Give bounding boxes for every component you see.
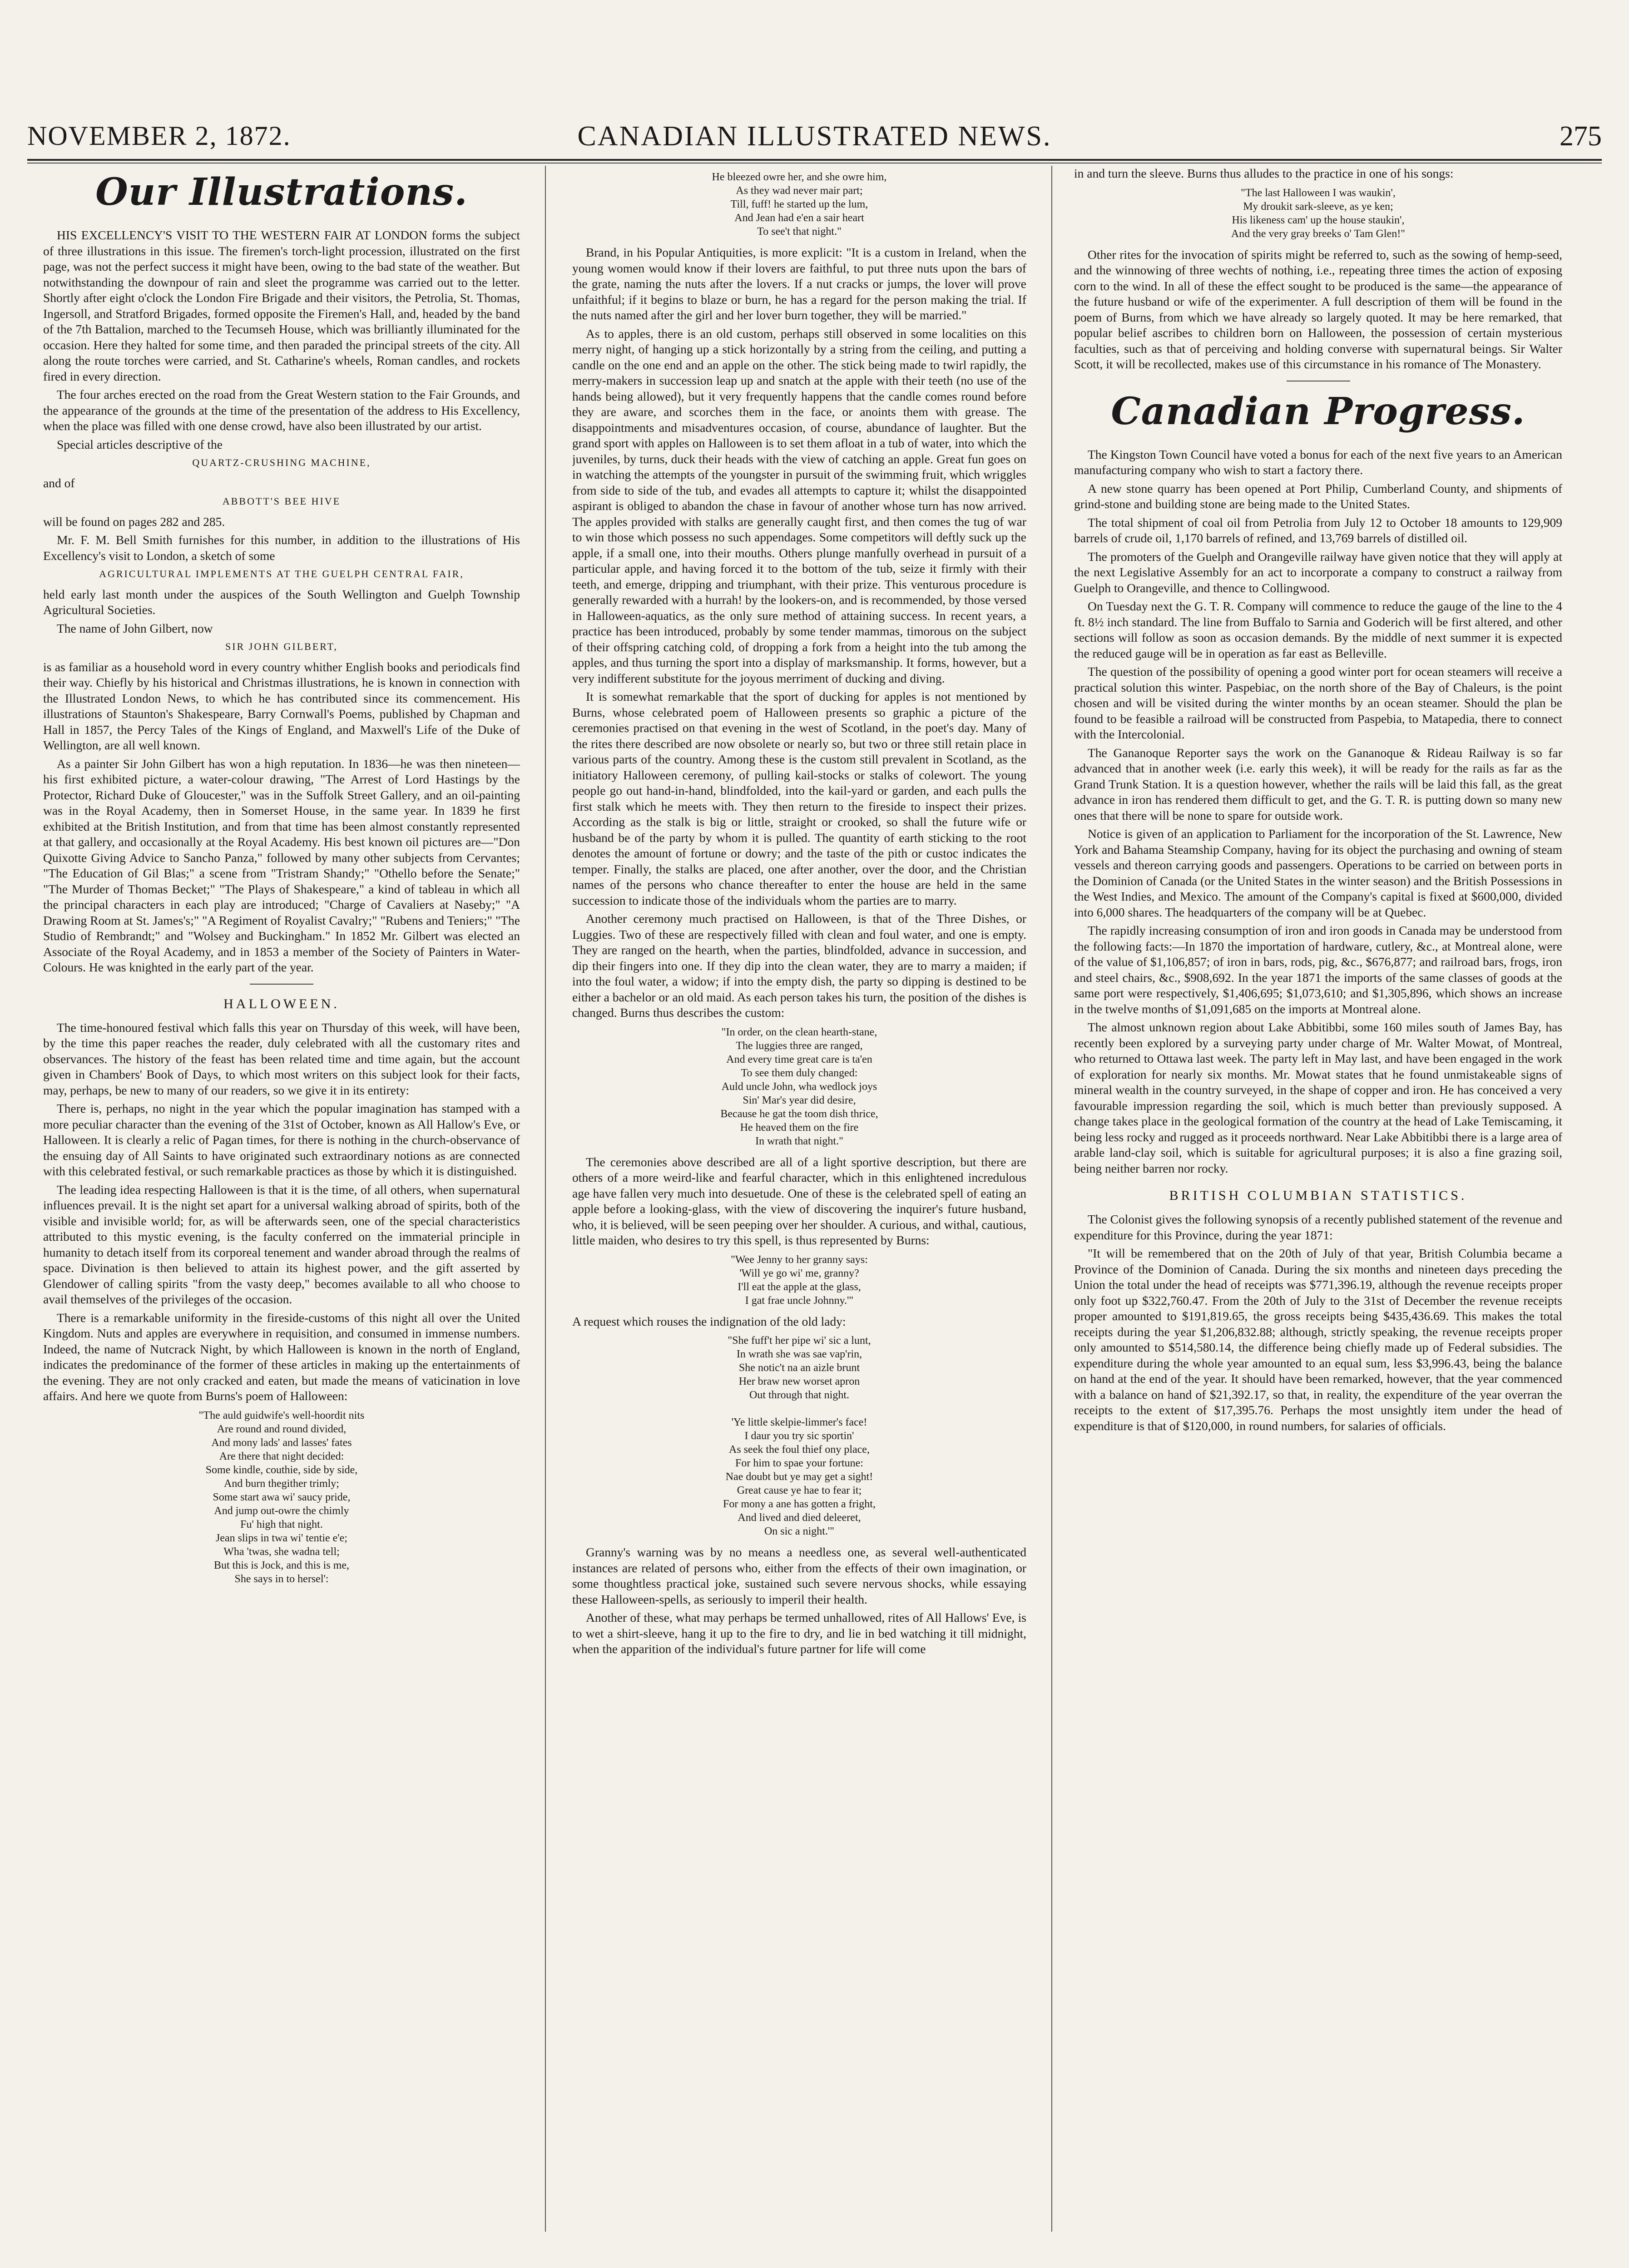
verse-line: Are there that night decided:: [219, 1450, 344, 1462]
verse-line: She notic't na an aizle brunt: [738, 1362, 860, 1374]
paragraph: Notice is given of an application to Parliament for the incorporation of the St. Lawrence, New York and Bahama Steamship Company, having for its object the purchasing and owning of steam vessels and thereon carrying goods and passengers. Operations to be carried on between ports in the Dominion of Canada (or the United States in the winter season) and the British Possessions in the West Indies, and Mexico. The amount of the Company's capital is fixed at $600,000, divided into 6,000 shares. The headquarters of the company will be at Quebec.: [1074, 827, 1562, 919]
paragraph: is as familiar as a household word in every country whither English books and periodicals find their way. Chiefly by his historical and Christmas illustrations, he is known in connection with the Illustrated London News, to which he has contributed since its commencement. His illustrations of Staunton's Shakespeare, Barry Cornwall's Poems, published by Chapman and Hall in 1857, the Percy Tales of the Kings of England, and Maxwell's Life of the Duke of Wellington, are all well known.: [43, 659, 520, 752]
verse-line: As seek the foul thief ony place,: [729, 1444, 870, 1456]
verse-line: He heaved them on the fire: [740, 1121, 859, 1134]
paragraph: The rapidly increasing consumption of iron and iron goods in Canada may be understood from the following facts:—In 1870 the importation of hardware, cutlery, &c., at Montreal alone, were of the value of $1,106,857; of iron in bars, rods, pig, &c., $676,877; and railroad bars, frogs, iron and steel chairs, &c., $908,692. In the year 1871 the imports of the same classes of goods at the same port were respectively, $1,406,695; $1,073,610; and $1,305,896, which shows an increase in the twelve months of $1,091,685 on the imports at Montreal alone.: [1074, 923, 1562, 1016]
paragraph: The Kingston Town Council have voted a bonus for each of the next five years to an American manufacturing company who wish to start a factory there.: [1074, 447, 1562, 477]
verse-line: Nae doubt but ye may get a sight!: [725, 1471, 873, 1483]
verse-line: Jean slips in twa wi' tentie e'e;: [216, 1532, 347, 1544]
verse-line: Till, fuff! he started up the lum,: [730, 198, 868, 210]
column-divider-2: [1051, 166, 1052, 2232]
verse-line: And Jean had e'en a sair heart: [734, 212, 864, 224]
column-2: [572, 166, 1026, 2241]
verse-block: [1074, 186, 1562, 241]
paragraph: HIS EXCELLENCY'S VISIT TO THE WESTERN FAIR AT LONDON forms the subject of three illustrations in this issue. The firemen's torch-light procession, illustrated on the first page, was not the perfect success it might have been, owing to the bad state of the weather. But notwithstanding the downpour of rain and sleet the programme was carried out to the letter. Shortly after eight o'clock the London Fire Brigade and their visitors, the Petrolia, St. Thomas, Ingersoll, and Stratford Brigades, formed opposite the Firemen's Hall, and, headed by the band of the 7th Battalion, marched to the Tecumseh House, which was brilliantly illuminated for the occasion. Here they halted for some time, and then paraded the principal streets of the city. All along the route torches were carried, and St. Catharine's wheels, Roman candles, and rockets fired in every direction.: [43, 228, 520, 383]
verse-line: Some kindle, couthie, side by side,: [205, 1464, 358, 1476]
paragraph: As a painter Sir John Gilbert has won a high reputation. In 1836—he was then nineteen—his first exhibited picture, a water-colour drawing, "The Arrest of Lord Hastings by the Protector, Richard Duke of Gloucester," was in the Suffolk Street Gallery, and an oil-painting was in the Royal Academy, then in Somerset House, in the same year. In 1839 he first exhibited at the British Institution, and from that time has been almost constantly represented at that gallery, and occasionally at the Royal Academy. His best known oil pictures are—"Don Quixotte Giving Advice to Sancho Panza," followed by many other subjects from Cervantes; "The Education of Gil Blas;" a scene from "Tristram Shandy;" "Othello before the Senate;" "The Murder of Thomas Becket;" "The Plays of Shakespeare," a kind of tableau in which all the principal characters in each play are introduced; "Charge of Cavaliers at Naseby;" "A Drawing Room at St. James's;" "A Regiment of Royalist Cavalry;" "Rubens and Teniers;" "The Studio of Rembrandt;" and "Wolsey and Buckingham." In 1852 Mr. Gilbert was elected an Associate of the Royal Academy, and in 1853 a member of the Society of Painters in Water-Colours. He was knighted in the early part of the year.: [43, 756, 520, 974]
verse-line: My droukit sark-sleeve, as ye ken;: [1243, 200, 1393, 213]
paragraph: Brand, in his Popular Antiquities, is more explicit: "It is a custom in Ireland, when the young women would know if their lovers are faithful, to put three nuts upon the bars of the grate, naming the nuts after the lovers. If a nut cracks or jumps, the lover will prove unfaithful; if it begins to blaze or burn, he has a regard for the person making the trial. If the nuts named after the girl and her lover burn together, they will be married.": [572, 245, 1026, 322]
paragraph: The promoters of the Guelph and Orangeville railway have given notice that they will apply at the next Legislative Assembly for an act to incorporate a company to construct a railway from Guelph to Orangeville, and thence to Collingwood.: [1074, 549, 1562, 595]
subheading-british-columbian-statistics: BRITISH COLUMBIAN STATISTICS.: [1169, 1188, 1467, 1203]
verse-line: For mony a ane has gotten a fright,: [723, 1498, 876, 1510]
paragraph: in and turn the sleeve. Burns thus alludes to the practice in one of his songs:: [1074, 166, 1454, 180]
paragraph: There is, perhaps, no night in the year which the popular imagination has stamped with a more peculiar character than the evening of the 31st of October, known as All Hallow's Eve, or Halloween. It is clearly a relic of Pagan times, for there is nothing in the church-observance of the ensuing day of All Saints to have originated such extraordinary notions as are connected with this celebrated festival, or such remarkable practices as those by which it is distinguished.: [43, 1101, 520, 1178]
verse-line: "The last Halloween I was waukin',: [1241, 187, 1396, 199]
verse-line: And the very gray breeks o' Tam Glen!": [1231, 228, 1406, 240]
verse-line: Great cause ye hae to fear it;: [737, 1485, 862, 1496]
verse-line: For him to spae your fortune:: [735, 1457, 863, 1469]
caption-title: QUARTZ-CRUSHING MACHINE,: [192, 457, 371, 468]
verse-line: I gat frae uncle Johnny.'": [745, 1294, 854, 1307]
paragraph: The Gananoque Reporter says the work on the Gananoque & Rideau Railway is so far advanced that in another week (i.e. early this week), it will be ready for the rails as far as the Grand Trunk Station. It is a question however, whether the rails will be laid this fall, as the great advance in iron has rendered them difficult to get, and the G. T. R. is putting down so many new ones that there will be none to spare for outside work.: [1074, 745, 1562, 822]
column-3: [1074, 166, 1562, 2241]
paragraph: The Colonist gives the following synopsis of a recently published statement of the revenue and expenditure for this Province, during the year 1871:: [1074, 1212, 1562, 1242]
verse-block: [572, 1334, 1026, 1538]
paragraph: and of: [43, 475, 75, 490]
header-rule: [27, 159, 1602, 161]
verse-line: Fu' high that night.: [240, 1518, 323, 1530]
verse-line: Some start awa wi' saucy pride,: [213, 1491, 351, 1503]
verse-line: In wrath she was sae vap'rin,: [736, 1348, 862, 1360]
paragraph: will be found on pages 282 and 285.: [43, 514, 225, 529]
paragraph: The leading idea respecting Halloween is that it is the time, of all others, when supernatural influences prevail. It is the night set apart for a universal walking abroad of spirits, both of the visible and invisible world; for, as will be afterwards seen, one of the special characteristics attributed to this mystic evening, is the faculty conferred on the immaterial principle in humanity to detach itself from its corporeal tenement and wander abroad through the realms of space. Divination is then believed to attain its highest power, and the gift asserted by Glendower of calling spirits "from the vasty deep," becomes available to all who choose to avail themselves of the privileges of the occasion.: [43, 1182, 520, 1306]
verse-line: Out through that night.: [749, 1389, 849, 1401]
verse-block: [572, 1025, 1026, 1148]
paragraph: There is a remarkable uniformity in the fireside-customs of this night all over the United Kingdom. Nuts and apples are everywhere in requisition, and consumed in immense numbers. Indeed, the name of Nutcrack Night, by which Halloween is known in the north of England, indicates the predominance of the former of these articles in making up the entertainments of the evening. They are not only cracked and eaten, but made the means of vaticination in love affairs. And here we quote from Burns's poem of Halloween:: [43, 1310, 520, 1403]
paragraph: The total shipment of coal oil from Petrolia from July 12 to October 18 amounts to 129,909 barrels of crude oil, 1,170 barrels of refined, and 13,769 barrels of distilled oil.: [1074, 515, 1562, 545]
paragraph: The ceremonies above described are all of a light sportive description, but there are others of a more weird-like and fearful character, which in this enlightened incredulous age have fallen very much into desuetude. One of these is the celebrated spell of eating an apple before a looking-glass, with the view of discovering the inquirer's future husband, who, it is believed, will be seen peeping over her shoulder. A curious, and withal, cautious, little maiden, who desires to try this spell, is thus represented by Burns:: [572, 1154, 1026, 1247]
verse-line: "The auld guidwife's well-hoordit nits: [198, 1409, 365, 1421]
paragraph: As to apples, there is an old custom, perhaps still observed in some localities on this merry night, of hanging up a stick horizontally by a string from the ceiling, and putting a candle on the one end and an apple on the other. The stick being made to twirl rapidly, the merry-makers in succession leap up and snatch at the apple with their teeth (no use of the hands being allowed), but it very frequently happens that the candle comes round before they are aware, and scorches them in the face, or anoints them with grease. The disappointments and misadventures occasion, of course, abundance of laughter. But the grand sport with apples on Halloween is to set them afloat in a tub of water, into which the juveniles, by turns, duck their heads with the view of catching an apple. Great fun goes on in watching the attempts of the youngster in pursuit of the swimming fruit, which wriggles from side to side of the tub, and evades all attempts to capture it; whilst the disappointed aspirant is obliged to abandon the chase in favour of another whose turn has now arrived. The apples provided with stalks are generally caught first, and then comes the tug of war to win those which possess no such appendages. Some competitors will deftly suck up the apple, if a small one, into their mouths. Others plunge manfully overhead in pursuit of a particular apple, and having forced it to the bottom of the tub, seize it firmly with their teeth, and emerge, dripping and triumphant, with their prize. This venturous procedure is generally rewarded with a hurrah! by the lookers-on, and is recommended, by those versed in Halloween-aquatics, as the only sure method of attaining success. In recent years, a practice has been introduced, probably by some tender mammas, timorous on the subject of their offspring catching cold, of dropping a fork from a height into the tub among the apples, and thus turning the sport into a display of marksmanship. It forms, however, but a very indifferent substitute for the joyous merriment of ducking and diving.: [572, 326, 1026, 685]
verse-line: And burn thegither trimly;: [224, 1477, 339, 1490]
caption-title: AGRICULTURAL IMPLEMENTS AT THE GUELPH CENTRAL FAIR,: [99, 568, 464, 579]
paragraph: Other rites for the invocation of spirits might be referred to, such as the sowing of hemp-seed, and the winnowing of three wechts of nothing, i.e., repeating three times the action of exposing corn to the wind. In all of these the effect sought to be produced is the same—the appearance of the future husband or wife of the experimenter. A full description of them will be found in the poem of Burns, from which we have already so largely quoted. It may be here remarked, that popular belief ascribes to children born on Halloween, the possession of certain mysterious faculties, such as that of perceiving and holding converse with supernatural beings. Sir Walter Scott, it will be recollected, makes use of this circumstance in his romance of The Monastery.: [1074, 247, 1562, 371]
verse-line: She says in to hersel':: [234, 1573, 329, 1585]
verse-line: The luggies three are ranged,: [736, 1040, 863, 1052]
paragraph: It is somewhat remarkable that the sport of ducking for apples is not mentioned by Burns, whose celebrated poem of Halloween presents so graphic a picture of the ceremonies practised on that evening in the west of Scotland, in the poet's day. Many of the rites there described are now obsolete or nearly so, but two or three still retain place in various parts of the country. Among these is the custom still prevalent in Scotland, as the initiatory Halloween ceremony, of pulling kail-stocks or stalks of colewort. The young people go out hand-in-hand, blindfolded, into the kail-yard or garden, and each pulls the first stalk which he meets with. They then return to the fireside to inspect their prizes. According as the stalk is big or little, straight or crooked, so shall the future wife or husband be of the party by whom it is pulled. The quantity of earth sticking to the root denotes the amount of fortune or dowry; and the taste of the pith or custoc indicates the temper. Finally, the stalks are placed, one after another, over the door, and the Christian names of the persons who chance thereafter to enter the house are held in the same succession to indicate those of the individuals whom the parties are to marry.: [572, 689, 1026, 907]
caption-title: SIR JOHN GILBERT,: [225, 641, 338, 652]
verse-line: On sic a night.'": [764, 1525, 835, 1537]
verse-line: To see't that night.": [757, 226, 842, 238]
verse-line: Her braw new worset apron: [738, 1376, 860, 1387]
verse-line: 'Will ye go wi' me, granny?: [739, 1267, 859, 1279]
section-heading-canadian-progress: Canadian Progress.: [1111, 389, 1525, 433]
subheading-halloween: HALLOWEEN.: [223, 996, 340, 1011]
verse-line: He bleezed owre her, and she owre him,: [712, 171, 887, 183]
page-number: 275: [1560, 121, 1602, 152]
verse-line: And mony lads' and lasses' fates: [211, 1436, 352, 1449]
column-divider-1: [545, 166, 546, 2232]
verse-block: [572, 170, 1026, 238]
verse-line: "Wee Jenny to her granny says:: [731, 1253, 868, 1266]
paragraph: The question of the possibility of opening a good winter port for ocean steamers will receive a practical solution this winter. Paspebiac, on the north shore of the Bay of Chaleurs, is the point chosen and will be visited during the winter months by an ocean steamer. Should the plan be found to be feasible a railroad will be constructed from Paspebia, to Matapedia, there to connect with the Intercolonial.: [1074, 664, 1562, 741]
paragraph: The four arches erected on the road from the Great Western station to the Fair Grounds, and the appearance of the grounds at the time of the presentation of the address to His Excellency, when the place was filled with one dense crowd, have also been illustrated by our artist.: [43, 387, 520, 433]
verse-line: "In order, on the clean hearth-stane,: [721, 1026, 877, 1038]
verse-line: [572, 1402, 1026, 1416]
paragraph: The almost unknown region about Lake Abbitibbi, some 160 miles south of James Bay, has recently been explored by a surveying party under charge of Mr. Walter Mowat, of Montreal, who returned to Ottawa last week. The party left in May last, and have been engaged in the work of exploration for nearly six months. Mr. Mowat states that he found unmistakeable signs of mineral wealth in the country surveyed, in the shape of copper and iron. He has conceived a very favourable impression regarding the soil, which is much better than previously supposed. A change takes place in the geological formation of the country at the head of Lake Temiscaming, it being less rocky and rugged as it proceeds northward. Near Lake Abbitibbi there is a large area of arable land-clay soil, which is suitable for agricultural purposes; it is also a fine grazing soil, being neither barren nor rocky.: [1074, 1020, 1562, 1175]
verse-line: I'll eat the apple at the glass,: [738, 1281, 861, 1293]
paragraph: Another ceremony much practised on Halloween, is that of the Three Dishes, or Luggies. Two of these are respectively filled with clean and foul water, and one is empty. They are ranged on the hearth, when the parties, blindfolded, advance in succession, and dip their fingers into one. If they dip into the clean water, they are to marry a maiden; if into the foul water, a widow; if into the empty dish, the party so dipping is destined to be either a bachelor or an old maid. As each person takes his turn, the position of the dishes is changed. Burns thus describes the custom:: [572, 911, 1026, 1020]
paragraph: Granny's warning was by no means a needless one, as several well-authenticated instances are related of persons who, either from the effects of their own imagination, or some thoughtless practical joke, sustained such severe nervous shocks, while essaying these Halloween-spells, as seriously to imperil their health.: [572, 1545, 1026, 1606]
verse-block: [43, 1409, 520, 1586]
verse-line: To see them duly changed:: [741, 1067, 858, 1079]
paragraph: Special articles descriptive of the: [57, 437, 223, 451]
verse-line: 'Ye little skelpie-limmer's face!: [731, 1416, 867, 1428]
verse-line: Sin' Mar's year did desire,: [743, 1094, 856, 1106]
verse-line: "She fuff't her pipe wi' sic a lunt,: [728, 1335, 871, 1347]
verse-line: Because he gat the toom dish thrice,: [720, 1108, 878, 1120]
paragraph: A new stone quarry has been opened at Port Philip, Cumberland County, and shipments of grind-stone and building stone are being made to the United States.: [1074, 481, 1562, 511]
column-1: [43, 166, 520, 2241]
page-header: [27, 120, 1602, 157]
verse-block: [572, 1253, 1026, 1307]
verse-line: His likeness cam' up the house staukin',: [1232, 214, 1405, 226]
issue-date: NOVEMBER 2, 1872.: [27, 121, 291, 151]
caption-title: ABBOTT'S BEE HIVE: [222, 495, 341, 507]
verse-line: But this is Jock, and this is me,: [213, 1559, 349, 1571]
verse-line: And every time great care is ta'en: [726, 1053, 872, 1065]
paragraph: On Tuesday next the G. T. R. Company will commence to reduce the gauge of the line to the 4 ft. 8½ inch standard. The line from Buffalo to Sarnia and Goderich will be first altered, and other sections will follow as soon as occasion demands. By the middle of next summer it is expected the reduced gauge will be in operation as far east as Belleville.: [1074, 599, 1562, 660]
paragraph: held early last month under the auspices of the South Wellington and Guelph Township Agricultural Societies.: [43, 587, 520, 617]
paragraph: Another of these, what may perhaps be termed unhallowed, rites of All Hallows' Eve, is to wet a shirt-sleeve, hang it up to the fire to dry, and lie in bed watching it till midnight, when the apparition of the individual's future partner for life will come: [572, 1610, 1026, 1656]
paragraph: "It will be remembered that on the 20th of July of that year, British Columbia became a Province of the Dominion of Canada. During the six months and nineteen days preceding the Union the total under the head of receipts was $771,396.19, although the revenue receipts proper only foot up $322,760.47. From the 20th of July to the 31st of December the revenue receipts proper amounted to $191,819.65, the gross receipts being $435,436.69. This makes the total receipts during the year $1,206,832.88; although, strictly speaking, the revenue receipts proper only amounted to $514,580.14, the difference being chiefly made up of Federal subsidies. The expenditure during the whole year amounted to an equal sum, less $3,996.43, being the balance on hand at the end of the year. It should have been remarked, however, that the year commenced with a balance on hand of $21,392.17, so that, in reality, the expenditure of the year overran the receipts to the extent of $17,395.76. Perhaps the most unsightly item under the head of expenditure is that of $120,000, in round numbers, for salaries of officials.: [1074, 1246, 1562, 1433]
divider: [250, 984, 313, 985]
verse-line: And jump out-owre the chimly: [214, 1505, 349, 1517]
verse-line: Are round and round divided,: [217, 1423, 347, 1435]
verse-line: As they wad never mair part;: [736, 185, 863, 197]
verse-line: In wrath that night.": [755, 1135, 843, 1147]
masthead: CANADIAN ILLUSTRATED NEWS.: [577, 121, 1052, 152]
section-heading-our-illustrations: Our Illustrations.: [95, 170, 468, 214]
paragraph: Mr. F. M. Bell Smith furnishes for this number, in addition to the illustrations of His Excellency's visit to London, a sketch of some: [43, 533, 520, 563]
verse-line: I daur you try sic sportin': [744, 1430, 854, 1442]
paragraph: A request which rouses the indignation of the old lady:: [572, 1314, 846, 1328]
paragraph: The name of John Gilbert, now: [57, 621, 213, 635]
verse-line: Wha 'twas, she wadna tell;: [223, 1545, 340, 1558]
paragraph: The time-honoured festival which falls this year on Thursday of this week, will have been, by the time this paper reaches the reader, duly celebrated with all the customary rites and observances. The history of the feast has been related time and time again, but the account given in Chambers' Book of Days, to which most writers on this subject look for their facts, may, perhaps, be new to many of our readers, so we give it in its entirety:: [43, 1020, 520, 1097]
verse-line: Auld uncle John, wha wedlock joys: [721, 1080, 877, 1093]
verse-line: And lived and died deleeret,: [738, 1512, 861, 1524]
